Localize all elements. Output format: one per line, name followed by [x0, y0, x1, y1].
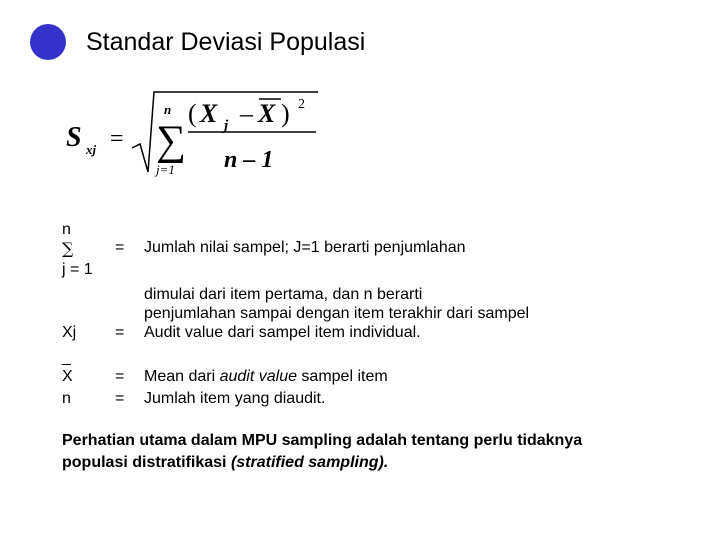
- sum-lower-limit: j=1: [156, 162, 175, 177]
- numerator-power: 2: [298, 97, 305, 112]
- xbar-definition: Mean dari audit value sampel item: [144, 368, 388, 385]
- sum-definition-line-1: Jumlah nilai sampel; J=1 berarti penjumlahan: [144, 239, 466, 256]
- numerator-open-paren: (: [188, 99, 197, 128]
- xbar-label: X: [62, 368, 73, 385]
- formula-lhs-subscript: xj: [86, 142, 97, 157]
- numerator-x-subscript: j: [224, 118, 229, 134]
- sum-label-n: n: [62, 221, 71, 238]
- n-equals: =: [115, 390, 125, 407]
- note-line-1: Perhatian utama dalam MPU sampling adalah tentang perlu tidaknya: [62, 432, 583, 449]
- title-bullet: [30, 24, 66, 60]
- denominator: n – 1: [224, 147, 274, 173]
- sum-upper-limit: n: [164, 102, 172, 117]
- numerator-close-paren: ): [281, 99, 290, 128]
- sum-equals: =: [115, 239, 125, 256]
- numerator-minus: –: [240, 99, 253, 128]
- summation-symbol: ∑: [156, 118, 186, 164]
- std-dev-formula: [60, 88, 340, 188]
- numerator-x: X: [200, 99, 218, 128]
- n-definition: Jumlah item yang diaudit.: [144, 390, 326, 407]
- xj-equals: =: [115, 324, 125, 341]
- numerator-xbar: X: [258, 99, 276, 128]
- sum-definition-line-2: dimulai dari item pertama, dan n berarti: [144, 286, 423, 303]
- xj-definition: Audit value dari sampel item individual.: [144, 324, 421, 341]
- xj-label: Xj: [62, 324, 77, 341]
- formula-lhs: S: [66, 122, 82, 153]
- sum-label-j1: j = 1: [62, 261, 93, 278]
- n-label: n: [62, 390, 71, 407]
- note-paragraph: [62, 430, 682, 474]
- page-title: Standar Deviasi Populasi: [86, 28, 366, 56]
- xbar-overline: _: [62, 349, 71, 366]
- sum-label-symbol: ∑: [62, 239, 74, 258]
- xbar-equals: =: [115, 368, 125, 385]
- sum-definition-line-3: penjumlahan sampai dengan item terakhir dari sampel: [144, 305, 530, 322]
- formula-equals: =: [110, 126, 124, 152]
- note-line-2: populasi distratifikasi (stratified sampling).: [62, 454, 389, 471]
